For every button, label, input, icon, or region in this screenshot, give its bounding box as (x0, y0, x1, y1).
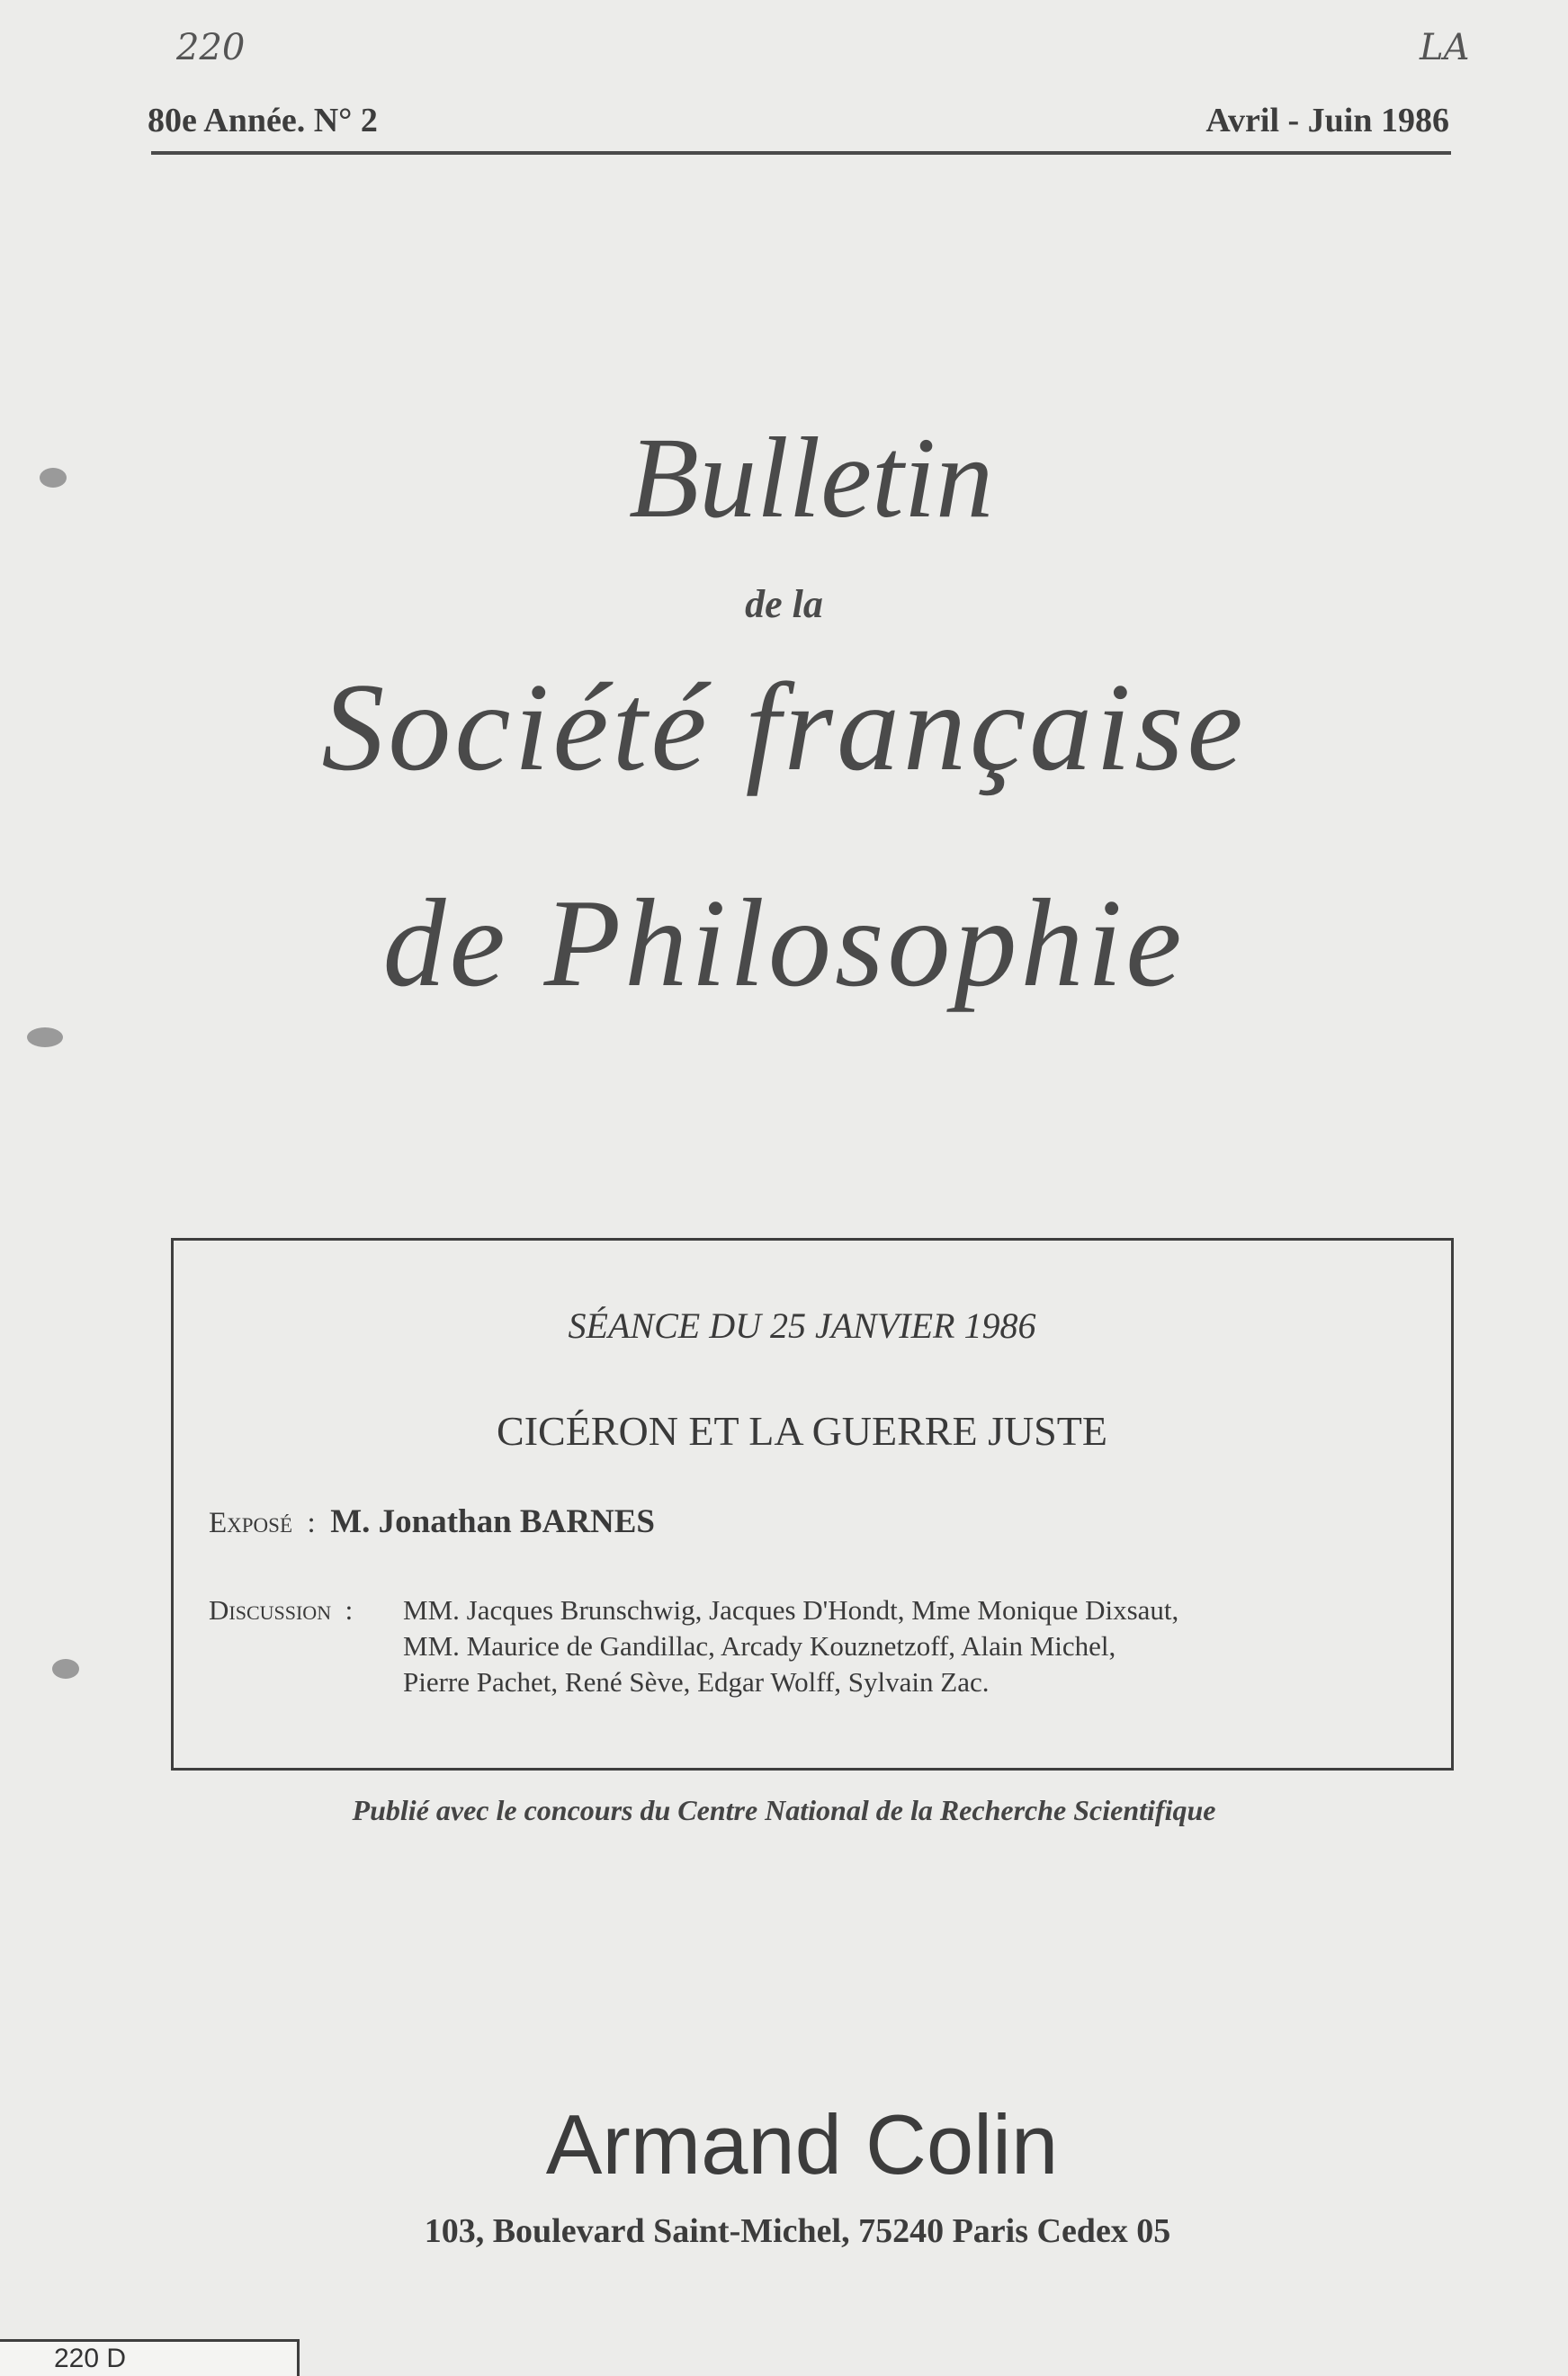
discussion-label: Discussion (209, 1594, 332, 1626)
session-topic: CICÉRON ET LA GUERRE JUSTE (497, 1408, 1107, 1454)
discussion-line: Pierre Pachet, René Sève, Edgar Wolff, Sylvain Zac. (403, 1666, 990, 1698)
title-societe: Société française (321, 658, 1247, 797)
discussion-label-row (209, 1594, 353, 1627)
handwritten-initials: LA (1420, 27, 1470, 68)
discussion-line: MM. Maurice de Gandillac, Arcady Kouznetzoff, Alain Michel, (403, 1630, 1116, 1662)
title-philosophie: de Philosophie (382, 874, 1186, 1013)
title-de-la: de la (745, 582, 823, 626)
title-bulletin: Bulletin (628, 414, 994, 542)
issue-period: Avril - Juin 1986 (1205, 102, 1449, 139)
handwritten-number: 220 (176, 27, 246, 68)
library-label (0, 2339, 300, 2376)
expose-label: Exposé (209, 1507, 293, 1539)
binding-hole (52, 1659, 79, 1679)
publisher-address: 103, Boulevard Saint-Michel, 75240 Paris Cedex 05 (424, 2212, 1171, 2250)
discussion-line: MM. Jacques Brunschwig, Jacques D'Hondt, Mme Monique Dixsaut, (403, 1594, 1179, 1626)
cnrs-credit: Publié avec le concours du Centre National de la Recherche Scientifique (352, 1794, 1216, 1826)
publisher-name: Armand Colin (545, 2097, 1059, 2192)
library-label-text: 220 D (54, 2344, 127, 2373)
discussion-colon: : (337, 1594, 354, 1626)
session-date: SÉANCE DU 25 JANVIER 1986 (568, 1305, 1036, 1346)
header-rule (151, 151, 1451, 155)
expose-speaker: M. Jonathan BARNES (330, 1503, 656, 1540)
binding-hole (27, 1027, 63, 1047)
expose-colon: : (300, 1507, 323, 1539)
issue-number: 80e Année. N° 2 (148, 102, 378, 139)
expose-row (209, 1502, 655, 1541)
